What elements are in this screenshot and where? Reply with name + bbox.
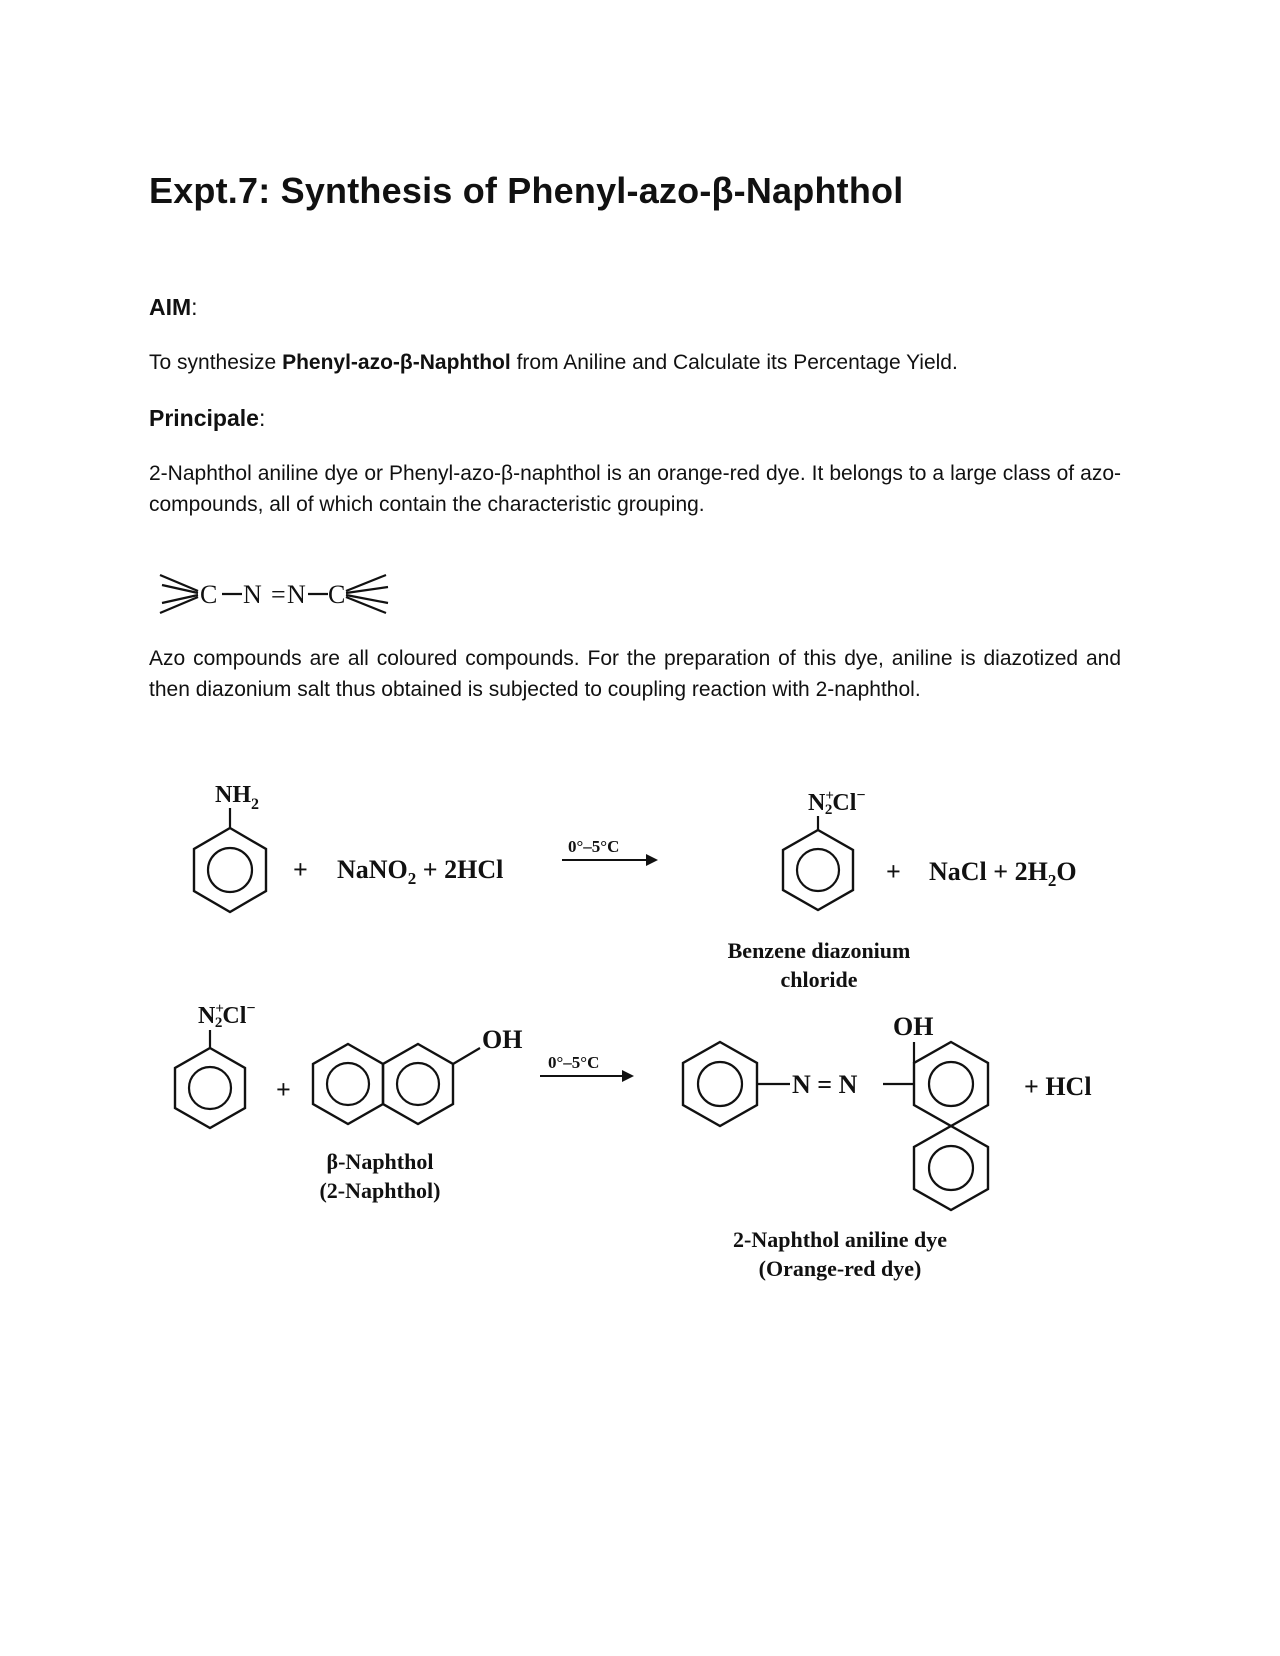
azo-n1: N [243,580,262,609]
diazonium-name-line1: Benzene diazonium [727,938,911,963]
diazonium-label: N+ 2Cl− [808,787,866,818]
azo-c2: C [328,580,346,609]
reaction1-condition: 0°–5°C [568,837,620,856]
aniline-nh2-label: $NH_2$ [215,782,259,813]
principle-heading-label: Principale [149,405,259,431]
principle-paragraph-1: 2-Naphthol aniline dye or Phenyl-azo-β-naphthol is an orange-red dye. It belongs to a large class of azo-compounds, all of which contain the characteristic grouping. [149,462,1121,516]
reaction2-plus-1: + [276,1075,291,1104]
azo-equals: = [271,580,286,609]
beta-naphthol-name-line1: β-Naphthol [326,1149,434,1174]
reaction1-plus-2: + [886,857,901,886]
azo-c1: C [200,580,218,609]
azo-grouping-diagram [150,565,430,635]
azo-dye-name-line1: 2-Naphthol aniline dye [733,1227,947,1252]
reaction-scheme [0,780,1280,1300]
azo-dye-oh: OH [893,1012,934,1041]
azo-dye-structure [683,1012,988,1210]
aim-text-bold: Phenyl-azo-β-Naphthol [282,351,511,374]
diazonium-reactant-label: N+ 2Cl− [198,1000,256,1031]
aim-text-before: To synthesize [149,351,283,374]
reaction1-products: NaCl + $2H_2O$ [929,857,1077,890]
diazonium-reactant-structure [175,1000,256,1128]
principle-heading-colon: : [258,405,266,431]
reaction2-arrow-head [622,1070,634,1082]
beta-naphthol-structure [313,1025,522,1124]
aim-heading-label: AIM [149,294,192,320]
azo-dye-link: N = N [792,1070,858,1099]
reaction2-byproduct: + HCl [1024,1072,1092,1101]
aniline-structure [194,782,266,912]
azo-n2: N [287,580,306,609]
reaction2-condition: 0°–5°C [548,1053,600,1072]
beta-naphthol-oh: OH [482,1025,523,1054]
beta-naphthol-name-line2: (2-Naphthol) [319,1178,441,1203]
reaction1-arrow-head [646,854,658,866]
reaction1-plus-1: + [293,855,308,884]
aim-text-after: from Aniline and Calculate its Percentage Yield. [510,351,958,374]
aim-heading-colon: : [191,294,198,320]
diazonium-name-line2: chloride [780,967,858,992]
aim-heading [149,294,198,321]
diazonium-structure [783,787,866,910]
page-title: Expt.7: Synthesis of Phenyl-azo-β-Naphthol [149,170,904,211]
principle-heading [149,405,265,432]
reaction1-reagents: NaNO$_2$ + 2HCl [337,855,504,888]
azo-dye-name-line2: (Orange-red dye) [758,1256,922,1281]
principle-paragraph-2: Azo compounds are all coloured compounds. For the preparation of this dye, aniline is diazotized and then diazonium salt thus obtained is subjected to coupling reaction with 2-naphthol. [149,647,1121,701]
aim-text [149,347,1121,378]
